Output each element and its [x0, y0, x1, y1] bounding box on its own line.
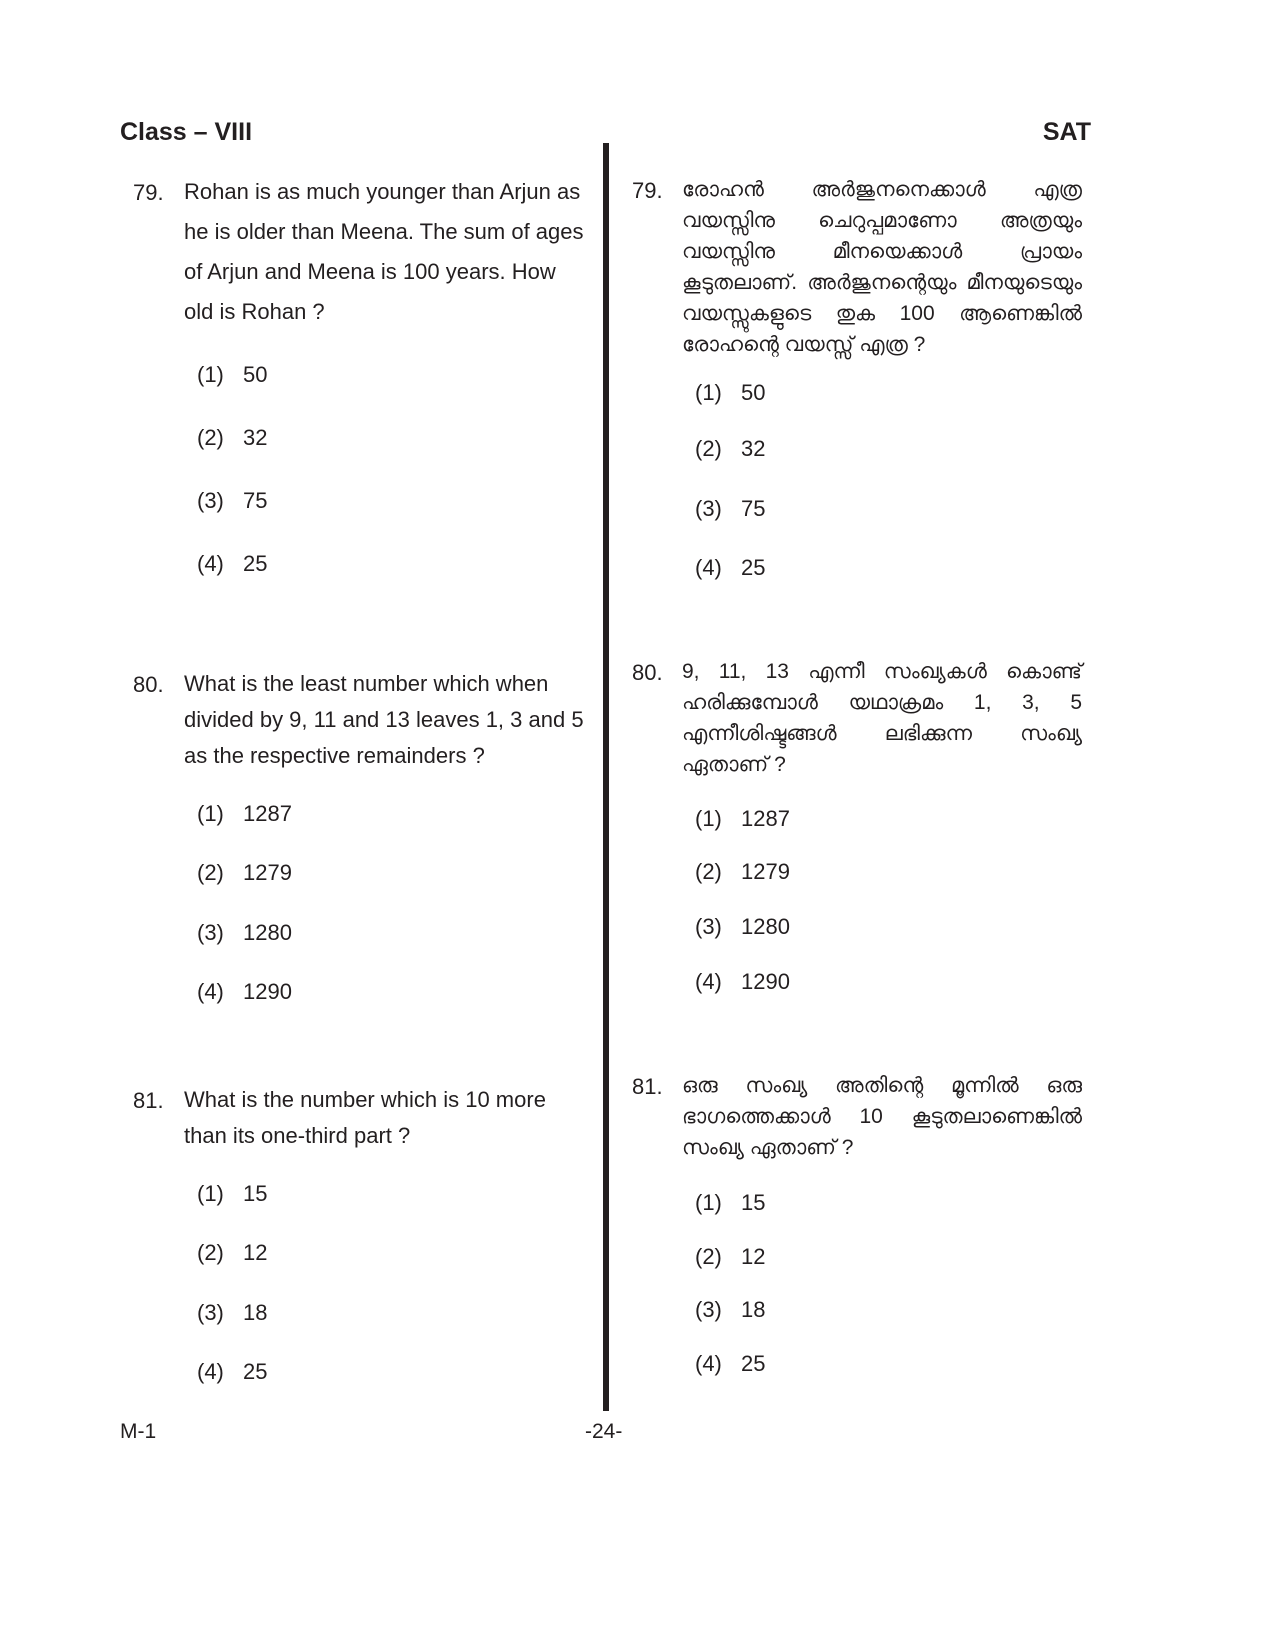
- question-text: Rohan is as much younger than Arjun as he is older than Meena. The sum of ages of Arjun and Meena is 100 years. How old is Rohan ?: [184, 179, 584, 324]
- option-label: (3): [197, 1300, 224, 1325]
- question-text: രോഹൻ അർജുനനെക്കാൾ എത്ര വയസ്സിനു ചെറുപ്പമാണോ അത്രയും വയസ്സിനു മീനയെക്കാൾ പ്രായം കൂടുതലാണ്. അർജുനന്റെയും മീനയുടെയും വയസ്സുകളുടെ തുക 100 ആണെങ്കിൽ രോഹന്റെ വയസ്സ് എത്ര ?: [682, 178, 1082, 356]
- option-value: 50: [741, 380, 766, 405]
- option-value: 75: [741, 496, 766, 521]
- option-value: 18: [741, 1297, 766, 1322]
- option: [197, 1300, 267, 1326]
- option-value: 18: [243, 1300, 268, 1325]
- option: [695, 1351, 765, 1377]
- option-value: 25: [741, 1351, 766, 1376]
- option-value: 25: [741, 555, 766, 580]
- option-value: 1280: [741, 914, 790, 939]
- option-label: (4): [695, 969, 722, 994]
- option: [197, 801, 292, 827]
- option-value: 25: [243, 1359, 268, 1384]
- question-text: What is the number which is 10 more than its one-third part ?: [184, 1087, 546, 1148]
- option-label: (1): [197, 362, 224, 387]
- question-text: What is the least number which when divided by 9, 11 and 13 leaves 1, 3 and 5 as the respective remainders ?: [184, 671, 584, 768]
- option: [695, 914, 790, 940]
- option-label: (3): [197, 488, 224, 513]
- option-label: (4): [695, 555, 722, 580]
- class-label: Class – VIII: [120, 118, 253, 146]
- option: [695, 1297, 765, 1323]
- option: [197, 425, 267, 451]
- option-value: 50: [243, 362, 268, 387]
- column-divider: [603, 143, 609, 1411]
- option: [197, 1240, 267, 1266]
- question-number: 80.: [133, 672, 164, 697]
- option-label: (2): [197, 425, 224, 450]
- option-label: (2): [197, 1240, 224, 1265]
- option-label: (1): [695, 380, 722, 405]
- option-value: 32: [243, 425, 268, 450]
- option-label: (2): [695, 1244, 722, 1269]
- option: [695, 806, 790, 832]
- question-number: 79.: [632, 178, 663, 203]
- option-value: 32: [741, 436, 766, 461]
- option-value: 1290: [741, 969, 790, 994]
- option: [695, 496, 765, 522]
- option: [695, 1190, 765, 1216]
- option-value: 12: [243, 1240, 268, 1265]
- option-label: (1): [695, 806, 722, 831]
- question-number: 81.: [133, 1088, 164, 1113]
- option-label: (4): [695, 1351, 722, 1376]
- option: [695, 969, 790, 995]
- option: [197, 979, 292, 1005]
- option-value: 1287: [741, 806, 790, 831]
- question-number: 80.: [632, 660, 663, 685]
- option-value: 1279: [243, 860, 292, 885]
- option: [695, 555, 765, 581]
- option-label: (3): [695, 914, 722, 939]
- option: [695, 859, 790, 885]
- option-value: 12: [741, 1244, 766, 1269]
- question-number: 79.: [133, 180, 164, 205]
- option-label: (3): [695, 496, 722, 521]
- option-value: 15: [741, 1190, 766, 1215]
- option-label: (3): [695, 1297, 722, 1322]
- option-label: (2): [695, 859, 722, 884]
- option: [197, 920, 292, 946]
- option-value: 1287: [243, 801, 292, 826]
- option-label: (1): [695, 1190, 722, 1215]
- option-value: 15: [243, 1181, 268, 1206]
- option-label: (4): [197, 551, 224, 576]
- option-label: (2): [695, 436, 722, 461]
- option: [695, 1244, 765, 1270]
- option-label: (4): [197, 979, 224, 1004]
- exam-label: SAT: [1042, 118, 1091, 146]
- option: [197, 860, 292, 886]
- question-text: ഒരു സംഖ്യ അതിന്റെ മൂന്നിൽ ഒരു ഭാഗത്തെക്കാൾ 10 കൂടുതലാണെങ്കിൽ സംഖ്യ ഏതാണ് ?: [682, 1074, 1082, 1159]
- option-value: 75: [243, 488, 268, 513]
- option: [197, 362, 267, 388]
- question-number: 81.: [632, 1074, 663, 1099]
- footer-code: M-1: [120, 1420, 157, 1443]
- option: [695, 436, 765, 462]
- option: [197, 1181, 267, 1207]
- option-value: 1279: [741, 859, 790, 884]
- option-value: 1290: [243, 979, 292, 1004]
- option-label: (2): [197, 860, 224, 885]
- option-label: (4): [197, 1359, 224, 1384]
- option: [695, 380, 765, 406]
- option: [197, 551, 267, 577]
- option-label: (3): [197, 920, 224, 945]
- option-label: (1): [197, 801, 224, 826]
- question-text: 9, 11, 13 എന്നീ സംഖ്യകൾ കൊണ്ട് ഹരിക്കുമ്പോൾ യഥാക്രമം 1, 3, 5 എന്നീശിഷ്ടങ്ങൾ ലഭിക്കുന്ന സംഖ്യ ഏതാണ് ?: [682, 660, 1082, 776]
- option: [197, 1359, 267, 1385]
- page-number: -24-: [585, 1420, 623, 1443]
- option-value: 1280: [243, 920, 292, 945]
- option-label: (1): [197, 1181, 224, 1206]
- option-value: 25: [243, 551, 268, 576]
- option: [197, 488, 267, 514]
